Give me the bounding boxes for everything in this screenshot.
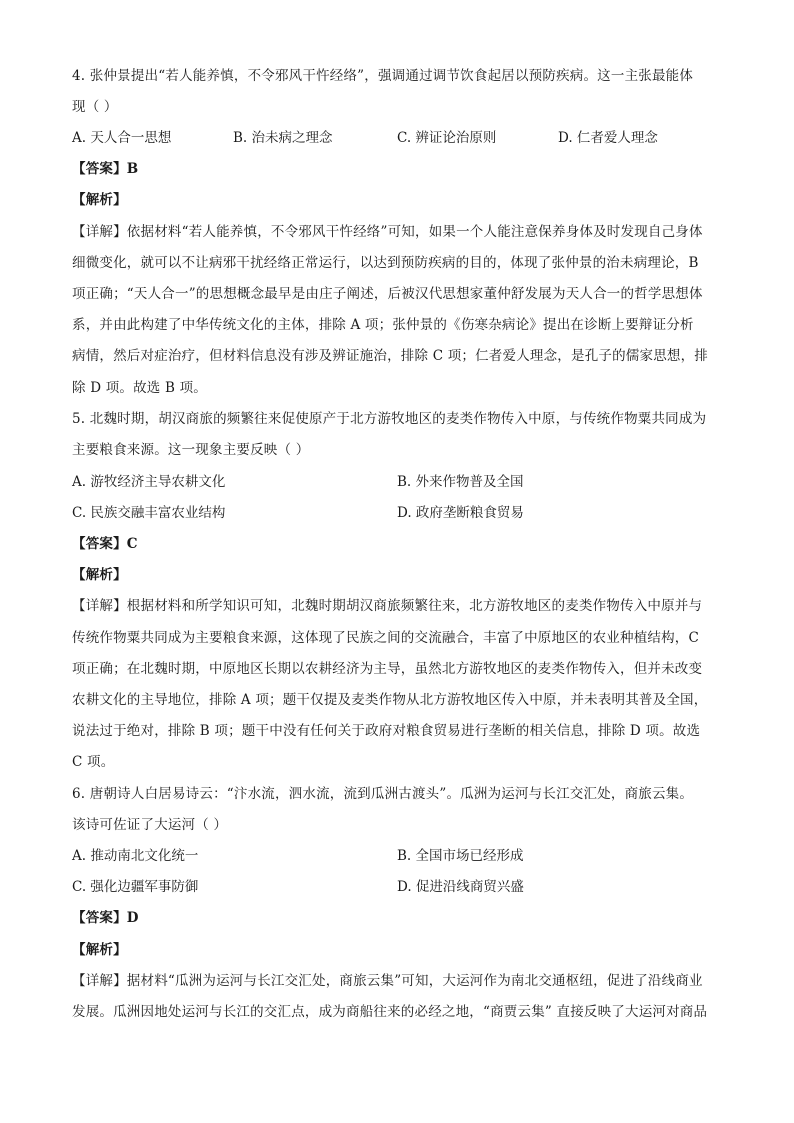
q6-stem-line-1: 6. 唐朝诗人白居易诗云：“汴水流，泗水流，流到瓜洲古渡头”。瓜洲为运河与长江交汇处，商旅云集。 — [72, 786, 694, 802]
q4-detail-line-4: 系，并由此构建了中华传统文化的主体，排除 A 项；张仲景的《伤寒杂病论》提出在诊断上要辩证分析 — [72, 317, 694, 333]
q5-detail-line-1: 【详解】根据材料和所学知识可知，北魏时期胡汉商旅频繁往来，北方游牧地区的麦类作物传入中原并与 — [72, 598, 703, 614]
q5-detail-line-5: 说法过于绝对，排除 B 项；题干中没有任何关于政府对粮食贸易进行垄断的相关信息，排除 D 项。故选 — [72, 723, 701, 739]
q5-analysis-label: 【解析】 — [72, 567, 127, 583]
q6-option-c: C. 强化边疆军事防御 — [72, 879, 199, 895]
q6-option-b: B. 全国市场已经形成 — [397, 848, 524, 864]
q5-option-a: A. 游牧经济主导农耕文化 — [72, 474, 226, 490]
q5-option-d: D. 政府垄断粮食贸易 — [397, 505, 524, 521]
q5-stem-line-1: 5. 北魏时期，胡汉商旅的频繁往来促使原产于北方游牧地区的麦类作物传入中原，与传统作物粟共同成为 — [72, 411, 707, 427]
q5-detail-line-2: 传统作物粟共同成为主要粮食来源，这体现了民族之间的交流融合，丰富了中原地区的农业种植结构，C — [72, 630, 700, 646]
q6-detail-line-1: 【详解】据材料“瓜洲为运河与长江交汇处，商旅云集”可知，大运河作为南北交通枢纽，促进了沿线商业 — [72, 973, 703, 989]
q4-option-b: B. 治未病之理念 — [233, 130, 333, 146]
q4-detail-line-3: 项正确；“天人合一”的思想概念最早是由庄子阐述，后被汉代思想家董仲舒发展为天人合一的哲学思想体 — [72, 286, 703, 302]
q5-detail-line-4: 农耕文化的主导地位，排除 A 项；题干仅提及麦类作物从北方游牧地区传入中原，并未表明其普及全国， — [72, 692, 708, 708]
q4-detail-line-5: 病情，然后对症治疗，但材料信息没有涉及辨证施治，排除 C 项；仁者爱人理念，是孔子的儒家思想，排 — [72, 348, 709, 364]
q4-option-c: C. 辨证论治原则 — [397, 130, 497, 146]
q5-option-c: C. 民族交融丰富农业结构 — [72, 505, 226, 521]
q4-stem-line-2: 现（ ） — [72, 99, 118, 115]
q5-answer: 【答案】C — [72, 536, 138, 552]
q4-stem-line-1: 4. 张仲景提出“若人能养慎，不令邪风干忤经络”，强调通过调节饮食起居以预防疾病。这一主张最能体 — [72, 68, 694, 84]
q4-option-d: D. 仁者爱人理念 — [558, 130, 658, 146]
q4-detail-line-2: 细微变化，就可以不让病邪干扰经络正常运行，以达到预防疾病的目的，体现了张仲景的治未病理论，B — [72, 255, 699, 271]
q5-option-b: B. 外来作物普及全国 — [397, 474, 524, 490]
q6-option-a: A. 推动南北文化统一 — [72, 848, 199, 864]
q6-option-d: D. 促进沿线商贸兴盛 — [397, 879, 524, 895]
q4-answer: 【答案】B — [72, 161, 139, 177]
q6-stem-line-2: 该诗可佐证了大运河（ ） — [72, 817, 228, 833]
q6-detail-line-2: 发展。瓜洲因地处运河与长江的交汇点，成为商船往来的必经之地，“商贾云集” 直接反映了大运河对商品 — [72, 1004, 708, 1020]
q5-detail-line-3: 项正确；在北魏时期，中原地区长期以农耕经济为主导，虽然北方游牧地区的麦类作物传入，但并未改变 — [72, 661, 703, 677]
q6-analysis-label: 【解析】 — [72, 942, 127, 958]
q6-answer: 【答案】D — [72, 910, 139, 926]
q5-detail-line-6: C 项。 — [72, 754, 115, 770]
q4-option-a: A. 天人合一思想 — [72, 130, 172, 146]
q4-detail-line-6: 除 D 项。故选 B 项。 — [72, 380, 208, 396]
q4-analysis-label: 【解析】 — [72, 192, 127, 208]
q5-stem-line-2: 主要粮食来源。这一现象主要反映（ ） — [72, 442, 310, 458]
q4-detail-line-1: 【详解】依据材料“若人能养慎，不令邪风干忤经络”可知，如果一个人能注意保养身体及时发现自己身体 — [72, 224, 703, 240]
